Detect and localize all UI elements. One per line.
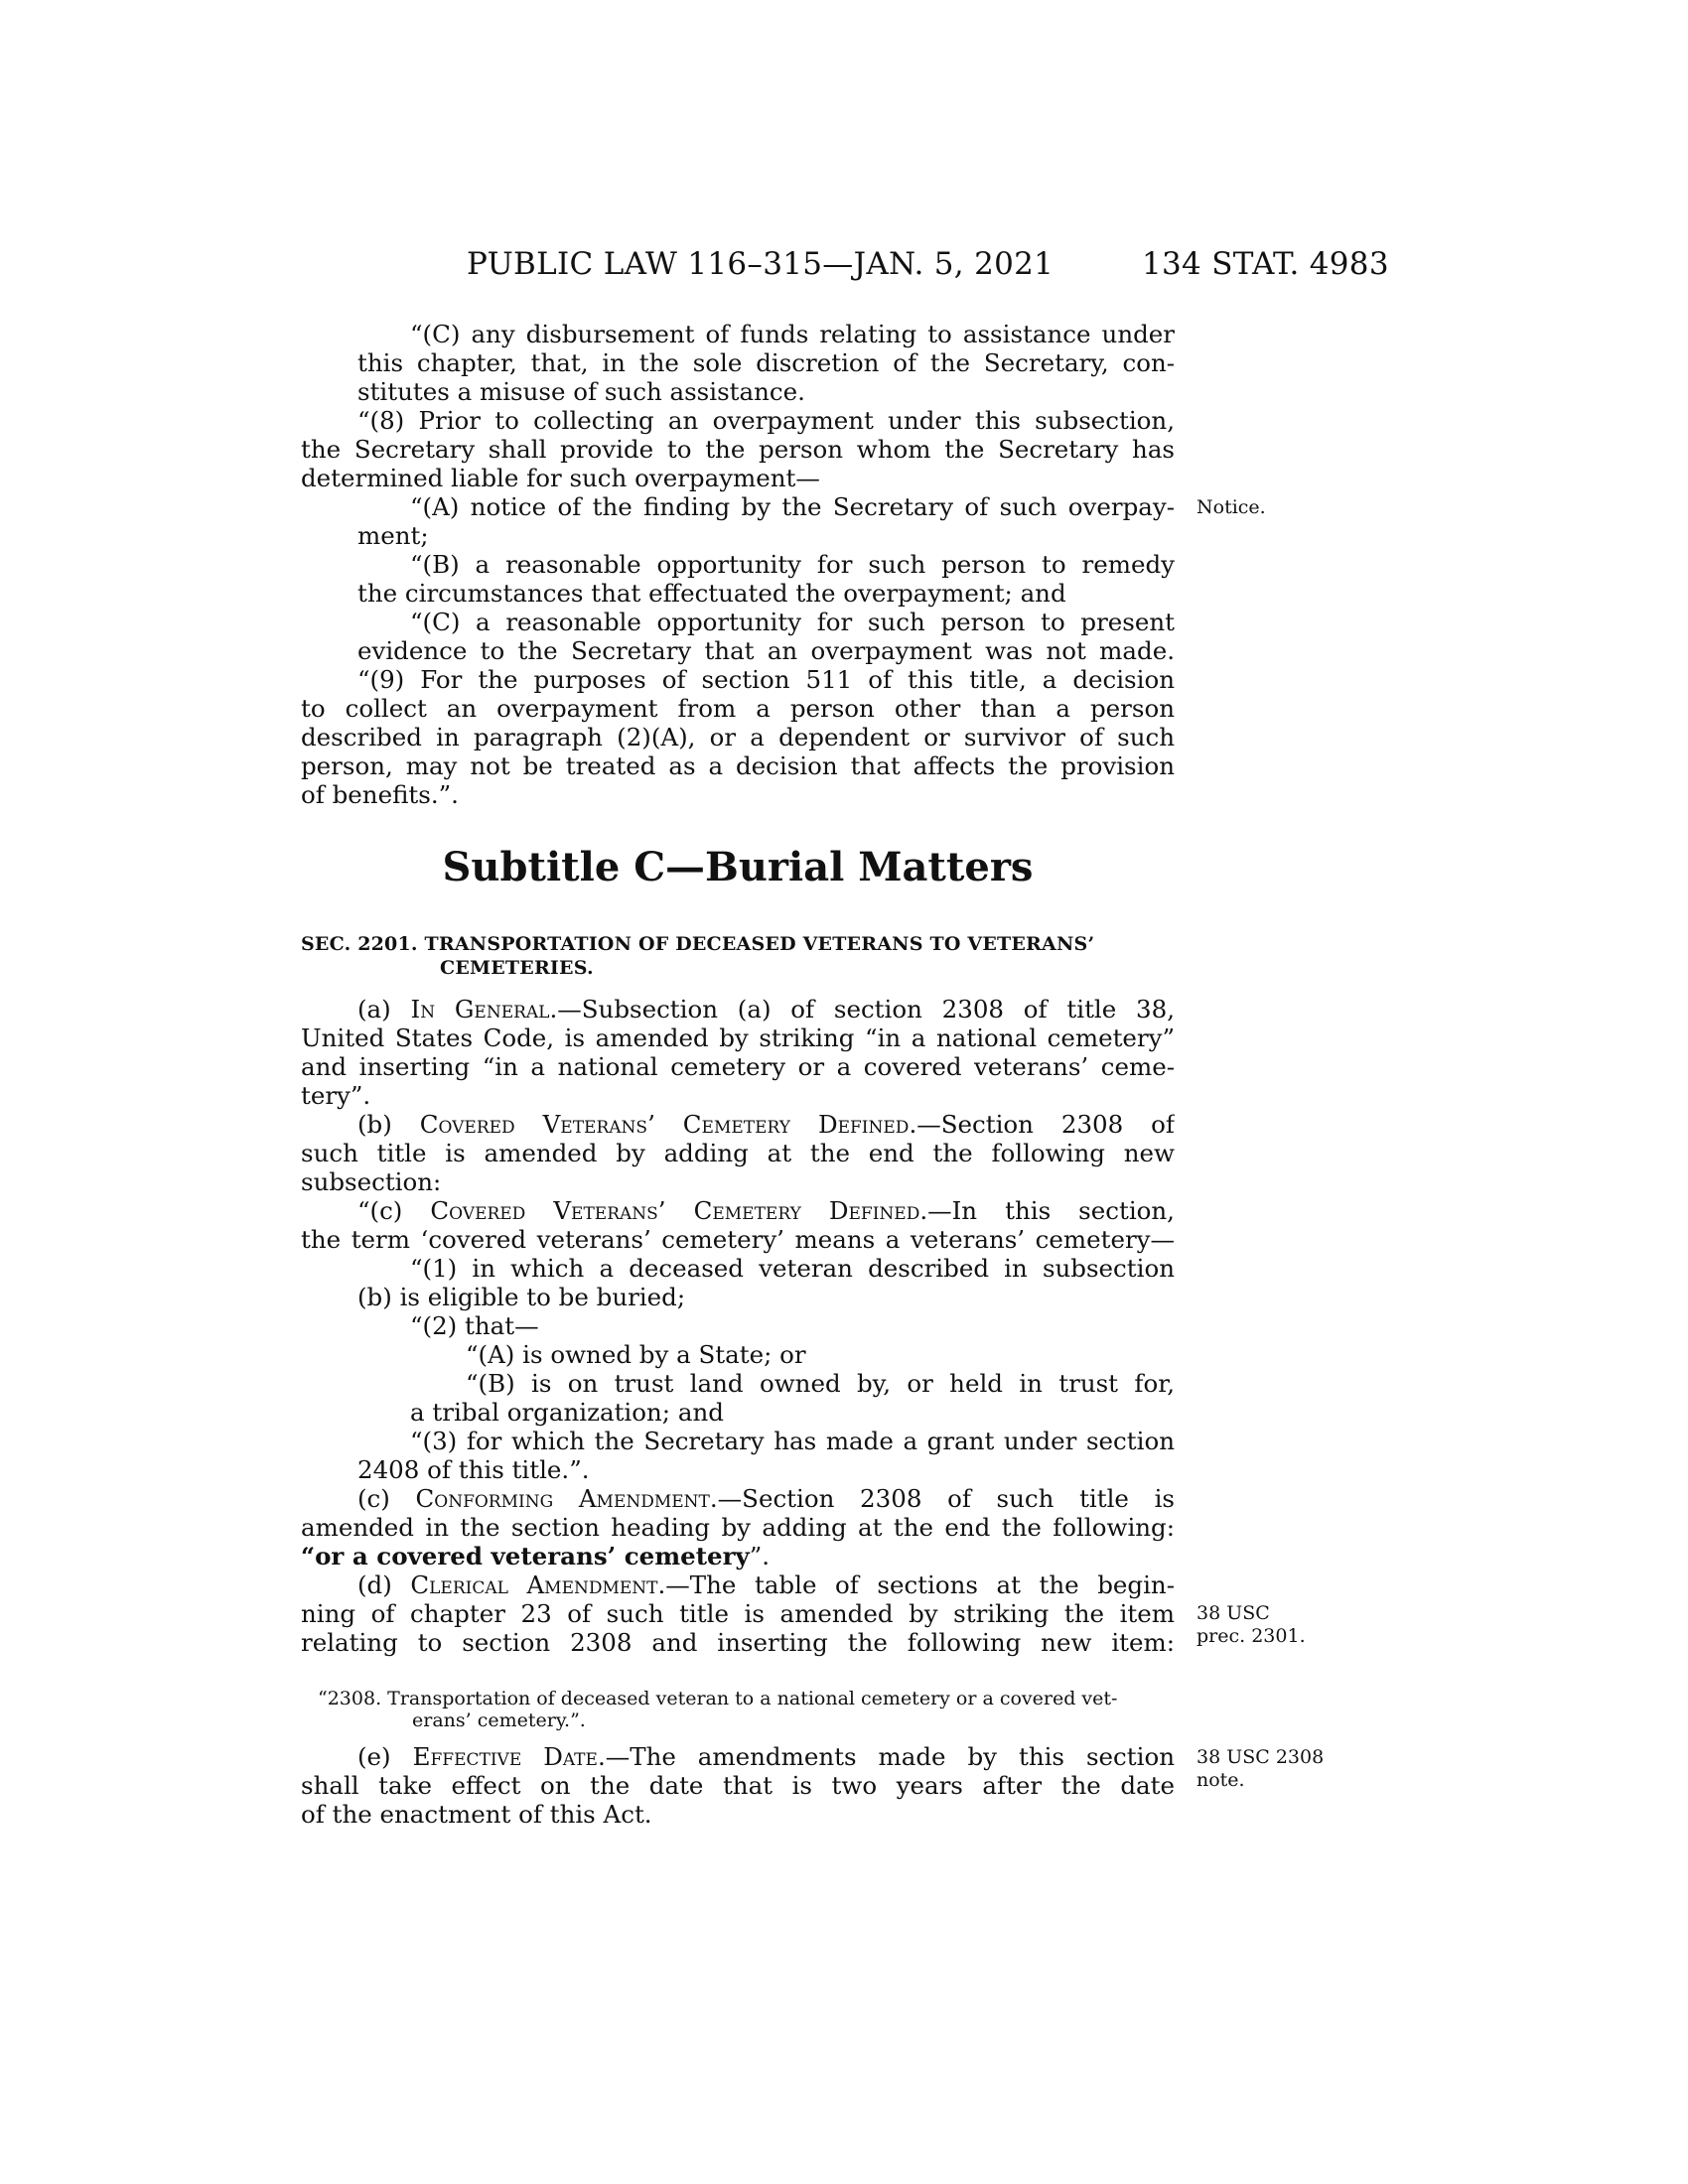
body-line: shall take effect on the date that is two years after the date — [301, 1771, 1175, 1800]
running-title: PUBLIC LAW 116–315—JAN. 5, 2021 — [467, 246, 1055, 282]
body-line: 2408 of this title.”. — [357, 1455, 590, 1484]
body-line: “(C) any disbursement of funds relating to assistance under — [410, 320, 1175, 348]
margin-note-usc-prec-2: prec. 2301. — [1196, 1625, 1306, 1647]
body-line: determined liable for such overpayment— — [301, 464, 820, 492]
subtitle-heading: Subtitle C—Burial Matters — [442, 844, 1034, 890]
body-line: “(A) is owned by a State; or — [466, 1340, 806, 1369]
body-line: of benefits.”. — [301, 780, 459, 809]
subsection-b-line: (b) Covered Veterans’ Cemetery Defined.—Section 2308 of — [357, 1110, 1175, 1139]
body-line: the circumstances that effectuated the overpayment; and — [357, 579, 1066, 608]
body-line: “or a covered veterans’ cemetery”. — [301, 1542, 771, 1570]
body-line: stitutes a misuse of such assistance. — [357, 377, 805, 406]
body-line: subsection: — [301, 1167, 442, 1196]
body-line: “(2) that— — [410, 1311, 539, 1340]
body-line: and inserting “in a national cemetery or a covered veterans’ ceme- — [301, 1052, 1175, 1081]
body-line: relating to section 2308 and inserting the following new item: — [301, 1628, 1175, 1657]
body-line: United States Code, is amended by striking “in a national cemetery” — [301, 1024, 1175, 1052]
body-line: ment; — [357, 521, 429, 550]
margin-note-usc-note: 38 USC 2308 — [1196, 1746, 1325, 1768]
body-line: “(9) For the purposes of section 511 of this title, a decision — [357, 665, 1175, 694]
body-line: person, may not be treated as a decision that affects the provision — [301, 751, 1175, 780]
body-line: of the enactment of this Act. — [301, 1800, 652, 1829]
body-line: “(B) is on trust land owned by, or held in trust for, — [466, 1369, 1175, 1398]
body-line: a tribal organization; and — [410, 1398, 724, 1427]
subsection-b-heading: Covered Veterans’ Cemetery Defined — [419, 1110, 910, 1139]
subsection-c-line: (c) Conforming Amendment.—Section 2308 of such title is — [357, 1484, 1175, 1513]
body-line: this chapter, that, in the sole discretion of the Secretary, con- — [357, 348, 1175, 377]
quoted-subsection-c-heading: Covered Veterans’ Cemetery Defined — [430, 1196, 920, 1225]
body-line: tery”. — [301, 1081, 371, 1110]
body-line: “(8) Prior to collecting an overpayment under this subsection, — [357, 406, 1175, 435]
margin-note-usc-prec: 38 USC — [1196, 1602, 1270, 1624]
subsection-a-heading: In General — [410, 995, 550, 1024]
body-line: evidence to the Secretary that an overpayment was not made. — [357, 636, 1175, 665]
body-line: to collect an overpayment from a person other than a person — [301, 694, 1175, 723]
margin-note-notice: Notice. — [1196, 496, 1266, 518]
stat-page-number: 134 STAT. 4983 — [1142, 246, 1389, 282]
subsection-c-heading: Conforming Amendment — [415, 1484, 710, 1513]
body-line: described in paragraph (2)(A), or a dependent or survivor of such — [301, 723, 1175, 751]
body-line: the Secretary shall provide to the person whom the Secretary has — [301, 435, 1175, 464]
body-line: “(C) a reasonable opportunity for such person to present — [410, 608, 1175, 636]
subsection-d-heading: Clerical Amendment — [410, 1570, 658, 1599]
section-heading-line1: SEC. 2201. TRANSPORTATION OF DECEASED VETERANS TO VETERANS’ — [301, 933, 1095, 955]
body-line: amended in the section heading by adding at the end the following: — [301, 1513, 1175, 1542]
subsection-a-line: (a) In General.—Subsection (a) of section 2308 of title 38, — [357, 995, 1175, 1024]
body-line: “(1) in which a deceased veteran described in subsection — [410, 1254, 1175, 1283]
subsection-d-line: (d) Clerical Amendment.—The table of sections at the begin- — [357, 1570, 1175, 1599]
margin-note-usc-note-2: note. — [1196, 1769, 1245, 1791]
body-line: “(3) for which the Secretary has made a grant under section — [410, 1427, 1175, 1455]
subsection-e-line: (e) Effective Date.—The amendments made by this section — [357, 1742, 1175, 1771]
body-line: ning of chapter 23 of such title is amended by striking the item — [301, 1599, 1175, 1628]
quoted-subsection-c-line: “(c) Covered Veterans’ Cemetery Defined.—In this section, — [357, 1196, 1175, 1225]
body-line: (b) is eligible to be buried; — [357, 1283, 686, 1311]
table-of-sections-item: “2308. Transportation of deceased veteran to a national cemetery or a covered vet- — [318, 1688, 1118, 1709]
body-line: the term ‘covered veterans’ cemetery’ means a veterans’ cemetery— — [301, 1225, 1175, 1254]
body-line: “(A) notice of the finding by the Secretary of such overpay- — [410, 492, 1175, 521]
body-line: such title is amended by adding at the end the following new — [301, 1139, 1175, 1167]
body-line: “(B) a reasonable opportunity for such person to remedy — [410, 550, 1175, 579]
bold-heading-addition: “or a covered veterans’ cemetery — [301, 1542, 750, 1570]
table-of-sections-item-cont: erans’ cemetery.”. — [412, 1709, 586, 1731]
section-heading-line2: CEMETERIES. — [440, 957, 594, 979]
subsection-e-heading: Effective Date — [412, 1742, 598, 1771]
